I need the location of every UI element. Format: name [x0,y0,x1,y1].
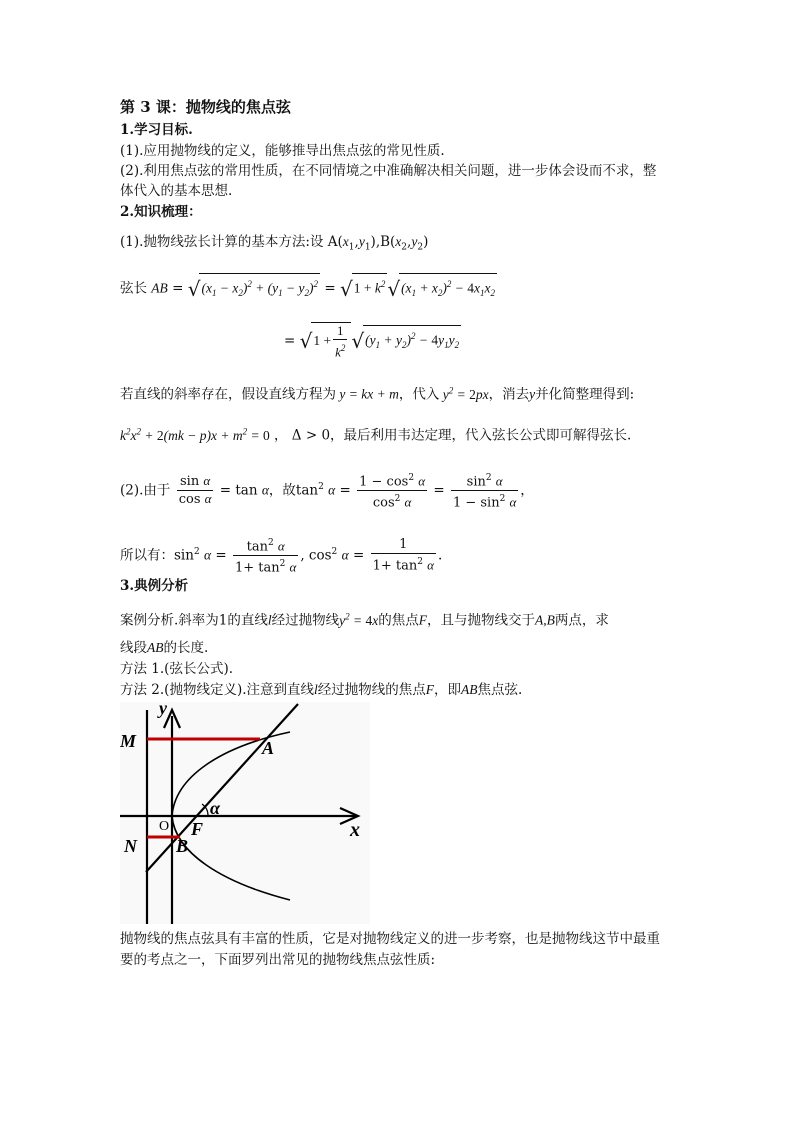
chord-length-formula-2: = √1 + $\frac{1}{k^2}$ $√(y_1 + y_2)^2 - 4y_1y_2$ [284,323,460,360]
label-alpha: α [210,798,220,818]
section-heading-examples: 3.典例分析 [120,578,189,594]
quadratic-tail-text: ，最后利用韦达定理，代入弦长公式即可解得弦长. [330,427,632,444]
label-M: M [120,731,137,751]
trig-result-lead: 所以有： [120,547,174,564]
parabola-focal-chord-figure [120,702,370,924]
figure-svg [120,702,370,924]
example-text-f: 两点，求 [554,612,609,629]
label-F: F [191,819,204,839]
goal-line-3: 体代入的基本思想. [120,183,233,199]
line-end-text: 并化简整理得到: [535,386,635,403]
knowledge-point-1: (1).抛物线弦长计算的基本方法:设 $A(x_1,y_1),B(x_2,y_2)$ [120,234,429,253]
page-title: 第 3 课：抛物线的焦点弦 [120,98,291,116]
knowledge-point-1-lead: (1).抛物线弦长计算的基本方法:设 A( [120,234,343,250]
label-B: B [176,836,189,856]
line-mid-text: ，代入 [398,386,440,403]
label-y: y [159,702,167,718]
method2-d: 焦点弦. [477,682,523,698]
closing-line-1: 抛物线的焦点弦具有丰富的性质，它是对抛物线定义的进一步考察，也是抛物线这节中最重 [120,931,660,947]
goal-line-2: (2).利用焦点弦的常用性质，在不同情境之中准确解决相关问题，进一步体会设而不求，整 [120,163,657,179]
chord-length-formula-1: 弦长 AB = $√(x_1 - x_2)^2 + (y_1 - y_2)^2 = √1 + k^2$ $√(x_1 + x_2)^2 - 4x_1x_2$ [120,273,497,303]
section-heading-goals: 1.学习目标. [120,122,193,138]
line-lead-text: 若直线的斜率存在，假设直线方程为 [120,386,336,403]
line-substitution-text: 若直线的斜率存在，假设直线方程为 y = kx + m，代入 $y^2 = 2px$，消去y并化简整理得到: [120,385,635,403]
example-text2-a: 线段 [120,640,147,656]
method-1-line: 方法 1.(弦长公式). [120,661,233,677]
chord-length-lead: 弦长 [120,280,147,297]
example-text-c: 经过抛物线 [271,612,340,629]
goal-line-1: (1).应用抛物线的定义，能够推导出焦点弦的常见性质. [120,143,445,159]
label-O: O [159,819,170,834]
label-N: N [124,836,137,856]
example-text-line-2: 线段AB的长度. [120,640,209,656]
trig-identity-line: (2).由于 $\frac{\text{sin α}}{\text{cos α}}$ = tan α，故$\tan^2 \alpha$ = $\frac{1 - \cos^2 \alpha}{\cos^2 \alpha}$ = $\frac{\sin^2 \alpha}{1 - \sin^2 \alpha}$ ， [120,473,534,511]
method2-b: 经过抛物线的焦点 [317,682,426,698]
line-tail-text: ，消去 [488,386,530,403]
example-text-a: 案例分析.斜率为 [120,612,219,629]
method-2-line: 方法 2.(抛物线定义).注意到直线l经过抛物线的焦点F，即AB焦点弦. [120,682,523,698]
trig-result-line: 所以有：$\sin^2 \alpha$ = $\frac{\tan^2 \alpha}{1+ \tan^2 \alpha}$ , $\cos^2 \alpha$ = $\frac{1}{1+ \tan^2 \alpha}$ . [120,537,443,576]
method2-a: 方法 2.(抛物线定义).注意到直线 [120,682,314,698]
trig-mid-text: ，故 [268,482,296,499]
quadratic-equation-line: $k^2x^2 + 2(mk - p)x + m^2 = 0$ ， Δ > 0，最后利用韦达定理，代入弦长公式即可解得弦长. [120,426,632,444]
example-text-e: ，且与抛物线交于 [427,612,536,629]
label-x: x [350,819,360,841]
trig-lead-text: (2).由于 [120,482,171,499]
section-heading-knowledge: 2.知识梳理： [120,204,202,220]
method2-c: ，即 [434,682,462,698]
label-A: A [262,738,275,758]
focal-chord-line [146,704,298,872]
example-text-d: 的焦点 [378,612,419,629]
example-text-line-1: 案例分析.斜率为1的直线l经过抛物线$y^2 = 4x$的焦点F，且与抛物线交于A,B两点，求 [120,611,609,629]
closing-line-2: 要的考点之一，下面罗列出常见的抛物线焦点弦性质: [120,952,436,968]
example-text-b: 的直线 [227,612,268,629]
example-text2-b: 的长度. [163,640,209,656]
